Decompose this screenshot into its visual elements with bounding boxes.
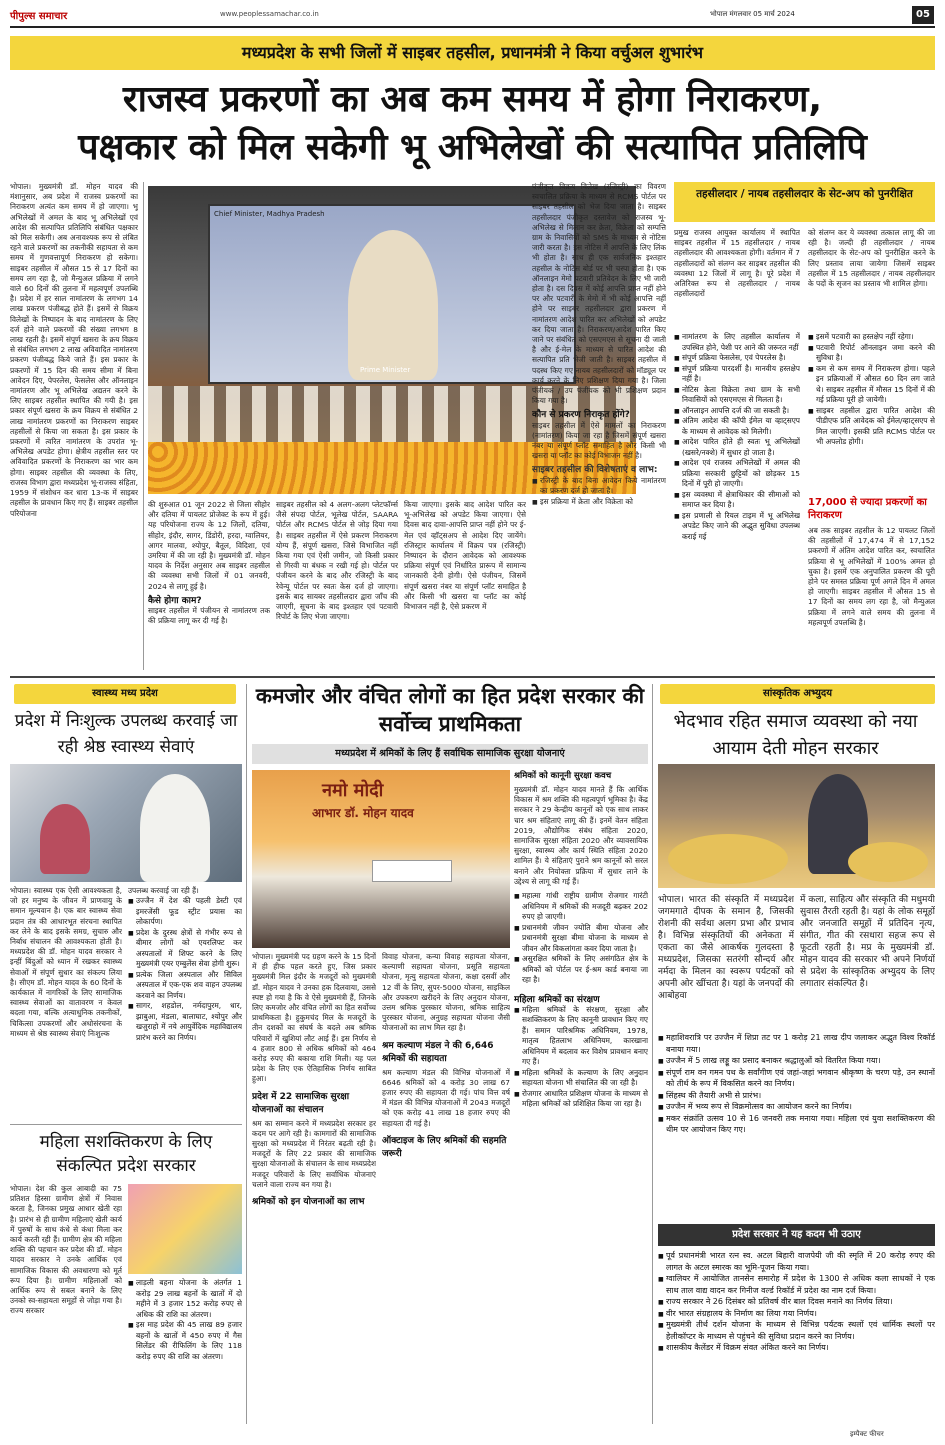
list-item: ■ इसमें पटवारी का हस्तक्षेप नहीं रहेगा। <box>808 332 935 343</box>
women-workers-subhead: महिला श्रमिकों का संरक्षण <box>514 994 600 1005</box>
cm-figure <box>140 774 210 882</box>
top-story-col2: की शुरुआत 01 जून 2022 से जिला सीहोर और दतिया में पायलट प्रोजेक्ट के रूप में हुई। यह परियोजना राज्य के 12 जिलों, दतिया, सीहोर, इंदौर, सागर, डिंडोरी, हरदा, ग्वालियर, आगर मालवा, श्योपुर, बैतूल, विदिशा, एवं उमरिया में की जा रही है। मुख्यमंत्री डॉ. मोहन यादव के निर्देश अनुसार अब साइबर तहसील की व्यवस्था सभी जिलों में 01 जनवरी, 2024 से लागू हुई है। कैसे होगा काम? साइबर तहसील में पंजीयन से नामांतरण तक की प्रक्रिया लागू कर दी गई है। <box>148 500 270 626</box>
list-item: ■ ऑनलाइन आपत्ति दर्ज की जा सकती है। <box>674 406 800 417</box>
culture-bullets <box>658 1032 935 1222</box>
list-item: ■ सिंहस्थ की तैयारी अभी से प्रारंभ। <box>658 1090 935 1102</box>
list-item: ■ संपूर्ण प्रक्रिया फेसलेस, एवं पेपरलेस है। <box>674 353 800 364</box>
newspaper-logo: पीपुल्स समाचार <box>10 11 68 22</box>
list-item: ■ पूर्व प्रधानमंत्री भारत रत्न स्व. अटल बिहारी वाजपेयी जी की स्मृति में 20 करोड़ रुपए की लागत के अटल स्मारक का भूमि-पूजन किया गया। <box>658 1250 935 1273</box>
list-item: ■ इस व्यवस्था में क्षेत्राधिकार की सीमाओं को समाप्त कर दिया है। <box>674 490 800 511</box>
cases-disposed-text: अब तक साइबर तहसील के 12 पायलट जिलों की तहसीलों में 17,474 में से 17,152 प्रकरणों में अंतिम आदेश पारित कर, स्वचालित प्रक्रिया से भू अभिलेखों में 100% अमल हो चुका है। इसमें एक अनुपालित प्रकरण की पूरी होने पर समस्त प्रक्रिया पूर्ण अगले दिन में अमल हो जाएगी। साइबर तहसील में औसत 15 से 17 दिनों का समय लग रहा है, जो मैन्युअल प्रक्रिया में लगने वाले समय की तुलना में महत्वपूर्ण उपलब्धि है। <box>808 526 935 627</box>
list-item: ■ इस प्रक्रिया में क्रेता और विक्रेता को <box>532 497 666 508</box>
sweets-pile <box>848 842 928 882</box>
health-photo <box>10 764 242 882</box>
main-headline-line2: पक्षकार को मिल सकेगी भू अभिलेखों की सत्यापित प्रतिलिपि <box>78 127 867 168</box>
list-item: ■ महिला श्रमिकों के कल्याण के लिए अनुदान सहायता योजना भी संचालित की जा रही है। <box>514 1068 648 1089</box>
welfare-board-subhead: श्रम कल्याण मंडल ने की 6,646 श्रमिकों की सहायता <box>382 1040 494 1064</box>
list-item: ■ रजिस्ट्री के बाद बिना आवेदन किये नामांतरण का प्रकरण दर्ज हो जाता है। <box>532 476 666 497</box>
labour-event-photo <box>252 770 510 948</box>
list-item: ■ मकर संक्रांति उत्सव 10 से 16 जनवरी तक मनाया गया। महिला एवं युवा सशक्तिकरण की थीम पर आयोजन किए गए। <box>658 1113 935 1136</box>
list-item: ■ उज्जैन में 5 लाख लड्डू का प्रसाद बनाकर श्रद्धालुओं को वितरित किया गया। <box>658 1055 935 1067</box>
women-headline: महिला सशक्तिकरण के लिए संकल्पित प्रदेश सरकार <box>39 1132 213 1176</box>
list-item: ■ उज्जैन में देश की पहली डेस्टी एवं इमरजेंसी फूड स्ट्रीट प्रयास का लोकार्पण। <box>128 896 242 928</box>
top-story-col3: साइबर तहसील को 4 अलग-अलग प्लेटफॉर्म्स जैसे संपदा पोर्टल, भूलेख पोर्टल, SAARA पोर्टल और RCMS पोर्टल से जोड़ दिया गया है। साइबर तहसील में ऐसे प्रकरण निराकरण योग्य हैं, संपूर्ण खसरा, जिसे विभाजित नहीं किया गया एवं ऐसी जमीन, जो किसी प्रकार से गिरवी या बंधक न रखी गई हो। पोर्टल पर पंजीयन करने के बाद और रजिस्ट्री के बाद रेवेन्यू पोर्टल पर स्वतः केस दर्ज हो जाएगा। इसके बाद सायबर तहसीलदार द्वारा जाँच की जाएगी, सूचना के बाद इश्तहार एवं पटवारी रिपोर्ट के लिए भेजा जाएगा। <box>276 500 398 622</box>
list-item: ■ संपूर्ण राम वन गमन पथ के सर्वांगीण एवं जहां-जहां भगवान श्रीकृष्ण के चरण पड़े, उन स्थानों को तीर्थ के रूप में विकसित करने का निर्णय। <box>658 1067 935 1090</box>
octroi-subhead: ऑक्टाइज के लिए श्रमिकों की सहमति जरूरी <box>382 1135 507 1159</box>
screen-caption-cm: Chief Minister, Madhya Pradesh <box>214 210 325 218</box>
cyber-sidebar <box>674 182 935 670</box>
list-item: ■ नोटिस क्रेता विक्रेता तथा ग्राम के सभी निवासियों को एसएमएस से मिलता है। <box>674 385 800 406</box>
health-ribbon: स्वास्थ्य मध्य प्रदेश <box>14 684 236 704</box>
health-headline: प्रदेश में निःशुल्क उपलब्ध करवाई जा रही श्रेष्ठ स्वास्थ्य सेवाएं <box>14 711 238 757</box>
labour-strip: मध्यप्रदेश में श्रमिकों के लिए हैं सर्वाधिक सामाजिक सुरक्षा योजनाएं <box>252 744 648 764</box>
list-item: ■ महाशिवरात्रि पर उज्जैन में शिप्रा तट पर 1 करोड़ 21 लाख दीप जलाकर अद्भुत विश्व रिकॉर्ड बनाया गया। <box>658 1032 935 1055</box>
list-item: ■ पटवारी रिपोर्ट ऑनलाइन जमा करने की सुविधा है। <box>808 343 935 364</box>
culture-bullets2 <box>658 1250 935 1422</box>
sidebar-text2: को संलग्न कर ये व्यवस्था तत्काल लागू की जा रही है। जल्दी ही तहसीलदार / नायब तहसीलदार के सेट-अप को पुनरीक्षित करने के लिए प्रस्ताव लाया जायेगा जिसमें साइबर तहसील में 15 तहसीलदार / नायब तहसीलदार के पदों के सृजन का प्रस्ताव भी शामिल होगा। <box>808 228 935 289</box>
list-item: ■ नामांतरण के लिए तहसील कार्यालय में उपस्थित होने, पेशी पर आने की जरूरत नहीं <box>674 332 800 353</box>
list-item: ■ महात्मा गांधी राष्ट्रीय ग्रामीण रोजगार गारंटी अधिनियम में श्रमिकों की मजदूरी बढ़कर 202 रुपए हो जाएगी। <box>514 891 648 923</box>
list-item: ■ मुख्यमंत्री तीर्थ दर्शन योजना के माध्यम से विभिन्न पर्यटक स्थलों एवं धार्मिक स्थलों पर हेलीकॉप्टर के माध्यम से पहुंचने की सुविधा प्रदान करने का निर्णय। <box>658 1319 935 1342</box>
labour-col2: विवाह योजना, कन्या विवाह सहायता योजना, कल्याणी सहायता योजना, प्रसूति सहायता योजना, मृत्यु सहायता योजना, कक्षा दसवीं और 12 वीं के लिए, सुपर-5000 योजना, साइकिल और उपकरण खरीदने के लिए अनुदान योजना, उत्तम श्रमिक पुरस्कार योजना, श्रमिक साहित्य पुरस्कार योजना, अनुग्रह सहायता योजना जैसी योजनाओं का लाभ मिल रहा है। श्रम कल्याण मंडल ने की 6,646 श्रमिकों की सहायता श्रम कल्याण मंडल की विभिन्न योजनाओं में 6646 श्रमिकों को 4 करोड़ 30 लाख 67 हजार रुपए की सहायता दी गई। पांच वित्त वर्ष में मंडल की विभिन्न योजनाओं में 2043 मजदूरों को एक करोड़ 41 लाख 18 हजार रुपए की सहायता दी गई है। ऑक्टाइज के लिए श्रमिकों की सहमति जरूरी <box>382 952 510 1159</box>
list-item: ■ प्रत्येक जिला अस्पताल और सिविल अस्पताल में एक-एक शव वाहन उपलब्ध करवाने का निर्णय। <box>128 970 242 1002</box>
culture-headline: भेदभाव रहित समाज व्यवस्था को नया आयाम देती मोहन सरकार <box>673 711 918 759</box>
labour-right-bullets <box>514 891 648 986</box>
culture-intro-right: में कला, साहित्य और संस्कृति की मधुमयी सुवास तैरती रहती है। यहां के लोक समूहों और जनजाति समूहों में प्रतिदिन नृत्य, संगीत, गीत की रसधारा सहज रूप से फूटती रहती है। मप्र के मुख्यमंत्री डॉ. मोहन यादव की सरकार भी अपने निर्णयों से प्रदेश के सांस्कृतिक अभ्युदय के लिए लगातार संकल्पित है। <box>800 895 935 989</box>
masthead <box>10 6 935 28</box>
list-item: ■ वीर भारत संग्रहालय के निर्माण का लिया गया निर्णय। <box>658 1308 935 1320</box>
list-item: ■ उज्जैन में भव्य रूप से विक्रमोत्सव का आयोजन करने का निर्णय। <box>658 1101 935 1113</box>
video-screen <box>208 204 576 384</box>
women-col1: भोपाल। देश की कुल आबादी का 75 प्रतिशत हिस्सा ग्रामीण क्षेत्रों में निवास करता है, जिनका प्रमुख आधार खेती रहा है। प्रारंभ से ही ग्रामीण महिलाएं खेती कार्य में पुरुषों के साथ कंधे से कंधा मिला कर कार्य करती रही हैं। ग्रामीण क्षेत्र की महिला शक्ति की पहचान कर प्रदेश की डॉ. मोहन यादव सरकार ने उनके आर्थिक एवं सामाजिक विकास की अवधारणा को मूर्त रूप दिया है। ग्रामीण महिलाओं को आर्थिक रूप से सबल बनाने के लिए उनको स्व-सहायता समूहों से जोड़ा गया है। राज्य सरकार <box>10 1184 122 1316</box>
list-item: ■ साइबर तहसील द्वारा पारित आदेश की पीडीएफ प्रति आवेदक को ईमेल/व्हाट्सएप से मिल जाएगी। इसकी प्रति RCMS पोर्टल पर भी अपलोड होगी। <box>808 406 935 448</box>
sweets-pile <box>668 834 788 884</box>
list-item: ■ रोजगार आधारित प्रशिक्षण योजना के माध्यम से महिला श्रमिकों को प्रशिक्षित किया जा रहा है। <box>514 1089 648 1110</box>
list-item: ■ असुरक्षित श्रमिकों के लिए असंगठित क्षेत्र के श्रमिकों को पोर्टल पर ई-श्रम कार्ड बनाया जा रहा है। <box>514 954 648 986</box>
list-item: ■ आदेश एवं राजस्व अभिलेखों में अमल की प्रक्रिया सरकारी छुट्टियों को छोड़कर 15 दिनों में पूरी हो जाएगी। <box>674 458 800 490</box>
sidebar-heading: तहसीलदार / नायब तहसीलदार के सेट-अप को पुनरीक्षित <box>674 182 935 222</box>
health-col2: उपलब्ध करवाई जा रही हैं। ■ उज्जैन में देश की पहली डेस्टी एवं इमरजेंसी फूड स्ट्रीट प्रयास का लोकार्पण। ■ प्रदेश के दुरस्थ क्षेत्रों से गंभीर रूप से बीमार लोगों को एयरलिफ्ट कर अस्पतालों में शिफ्ट करने के लिए मुख्यमंत्री एयर एम्बुलेंस सेवा होगी शुरू। ■ प्रत्येक जिला अस्पताल और सिविल अस्पताल में एक-एक शव वाहन उपलब्ध करवाने का निर्णय। ■ सागर, शहडोल, नर्मदापुरम, धार, झाबुआ, मंडला, बालाघाट, श्योपुर और खजुराहो में नये आयुर्वेदिक महाविद्यालय प्रारंभ करने का निर्णय। <box>128 886 242 1122</box>
list-item: ■ सागर, शहडोल, नर्मदापुरम, धार, झाबुआ, मंडला, बालाघाट, श्योपुर और खजुराहो में नये आयुर्वेदिक महाविद्यालय प्रारंभ करने का निर्णय। <box>128 1001 242 1043</box>
top-story-col5: पंजीकृत विक्रय विलेख (रजिस्ट्री) का विवरण स्वचालित प्रक्रिया के माध्यम से RCMS पोर्टल पर साइबर तहसील को भेज दिया जाता है। साइबर तहसीलदार पंजीकृत दस्तावेज को राजस्व भू-अभिलेख से मिलान कर क्रेता, विक्रेता को सम्पत्ति ग्राम के निवासियों को SMS के माध्यम से नोटिस जारी करता है। इस नोटिस में आपत्ति के लिए लिंक भी होता है। साथ ही एक सार्वजनिक इश्तहार तहसील के नोटिस बोर्ड पर भी चस्पा होता है। एक ऑनलाइन मेमो पटवारी प्रतिवेदन के लिए भी जारी होता है। दस दिवस में कोई आपत्ति प्राप्त नहीं होने पर और पटवारी के मेमो में भी कोई आपत्ति नहीं होने पर साइबर तहसीलदार द्वारा प्रकरण में नामांतरण आदेश पारित कर अभिलेखों को अपडेट कर दिया जाता है। निराकरण/आदेश पारित किए जाने पर संबंधित को एसएमएस से सूचना दी जाती है और ई-मेल के माध्यम से पारित आदेश की सत्यापित प्रति भेजी जाती है। साइबर तहसील में पदस्थ किए गए नायब तहसीलदारों को मॉड्यूल पर कार्य करने के लिए प्रशिक्षण दिया गया है। जिला पंजीयक / उप पंजीयक को भी प्रशिक्षण प्रदान किया गया है। कौन से प्रकरण निराकृत होंगे? साइबर तहसील में ऐसे मामलों का निराकरण (नामांतरण) किया जा रहा है जिसमें संपूर्ण खसरा नंबर या संपूर्ण प्लॉट समाहित है और किसी भी खसरा या प्लॉट का कोई विभाजन नहीं है। साइबर तहसील की विशेषताएं व लाभ: ■ रजिस्ट्री के बाद बिना आवेदन किये नामांतरण का प्रकरण दर्ज हो जाता है। ■ इस प्रक्रिया में क्रेता और विक्रेता को <box>532 182 666 670</box>
list-item: ■ संपूर्ण प्रक्रिया पारदर्शी है। मानवीय हस्तक्षेप नहीं है। <box>674 364 800 385</box>
sidebar-bullets-right <box>808 332 935 492</box>
culture-darkbar: प्रदेश सरकार ने यह कदम भी उठाए <box>658 1224 935 1246</box>
list-item: ■ इस माह प्रदेश की 45 लाख 89 हजार बहनों के खातों में 450 रुपए में गैस सिलेंडर की रीफिलिंग के लिए 118 करोड़ रुपए की राशि का अंतरण। <box>128 1320 242 1362</box>
labour-right-col: श्रमिकों को कानूनी सुरक्षा कवच मुख्यमंत्री डॉ. मोहन यादव मानते हैं कि आर्थिक विकास में श्रम शक्ति की महत्वपूर्ण भूमिका है। केंद्र सरकार ने 29 केन्द्रीय कानूनों को एक साथ लाकर चार श्रम संहिताएं लागू की हैं। इनमें वेतन संहिता 2019, औद्योगिक संबंध संहिता 2020, सामाजिक सुरक्षा संहिता 2020 और व्यावसायिक सुरक्षा, स्वास्थ्य और कार्य स्थिति संहिता 2020 शामिल हैं। ये संहिताएं पुराने श्रम कानूनों को सरल बनाने और नियोक्ता प्रक्रिया में सुधार लाने के उद्देश्य से लागू की गई हैं। ■ महात्मा गांधी राष्ट्रीय ग्रामीण रोजगार गारंटी अधिनियम में श्रमिकों की मजदूरी बढ़कर 202 रुपए हो जाएगी। ■ प्रधानमंत्री जीवन ज्योति बीमा योजना और प्रधानमंत्री सुरक्षा बीमा योजना के माध्यम से जीवन और विकलांगता कवर दिया जाता है। ■ असुरक्षित श्रमिकों के लिए असंगठित क्षेत्र के श्रमिकों को पोर्टल पर ई-श्रम कार्ड बनाया जा रहा है। महिला श्रमिकों का संरक्षण ■ महिला श्रमिकों के संरक्षण, सुरक्षा और सशक्तिकरण के लिए कानूनी प्रावधान किए गए हैं। समान पारिश्रमिक अधिनियम, 1978, मातृत्व हितलाभ अधिनियम, कारखाना अधिनियम में बदलाव कर विशेष प्रावधान बनाए गए हैं। ■ महिला श्रमिकों के कल्याण के लिए अनुदान सहायता योजना भी संचालित की जा रही है। ■ रोजगार आधारित प्रशिक्षण योजना के माध्यम से महिला श्रमिकों को प्रशिक्षित किया जा रहा है। <box>514 770 648 1420</box>
impact-feature-label: इम्पैक्ट फीचर <box>850 1430 884 1438</box>
women-workers-bullets <box>514 1005 648 1110</box>
list-item: ■ प्रदेश के दुरस्थ क्षेत्रों से गंभीर रूप से बीमार लोगों को एयरलिफ्ट कर अस्पतालों में शिफ्ट करने के लिए मुख्यमंत्री एयर एम्बुलेंस सेवा होगी शुरू। <box>128 928 242 970</box>
culture-ribbon: सांस्कृतिक अभ्युदय <box>660 684 935 704</box>
health-bullets <box>128 896 242 1043</box>
labour-headline: कमजोर और वंचित लोगों का हित प्रदेश सरकार की सर्वोच्च प्राथमिकता <box>255 684 645 736</box>
banner-subtitle: आभार डॉ. मोहन यादव <box>312 806 414 820</box>
top-story-col4: किया जाएगा। इसके बाद आदेश पारित कर भू-अभिलेख को अपडेट किया जाएगा। ऐसे दिवस बाद दावा-आपत्ति प्राप्त नहीं होने पर ई-मेल एवं व्हॉट्सअप से आदेश दिए जायेंगे। रजिस्ट्रार कार्यालय में विक्रय पत्र (रजिस्ट्री) निष्पादन के दौरान आवेदक को आवश्यक प्रक्रिया संपूर्ण एवं निर्धारित प्रारूप में सामान्य जानकारी देनी होगी। ऐसे पंजीयन, जिसमें संपूर्ण खसरा नंबर या संपूर्ण प्लॉट समाहित है और किसी भी खसरा या प्लॉट का कोई विभाजन नहीं है, ऐसे प्रकरण में <box>404 500 526 612</box>
top-story-col1: भोपाल। मुख्यमंत्री डॉ. मोहन यादव की मंशानुसार, अब प्रदेश में राजस्व प्रकरणों का निराकरण अत्यंत कम समय में हो जाएगा। भू अभिलेखों में अमल के बाद भू अभिलेखों एवं आदेश की सत्यापित प्रतिलिपि संबंधित पक्षकार को मिल सकेगी। अब अनावश्यक रूप से लंबित रहने वाले प्रकरणों का तकनीकी सहायता से कम समय में गुणवत्तापूर्ण निराकरण हो सकेगा। साइबर तहसील में औसत 15 से 17 दिनों का समय लग रहा है, जो मैन्युअल प्रक्रिया में लगने वाले 60 दिनों की तुलना में महत्वपूर्ण उपलब्धि है। प्रदेश में हर साल नामांतरण के लगभग 14 लाख प्रकरण पंजीबद्ध होते हैं। इसमें से विक्रय विलेखों के निष्पादन के बाद नामांतरण के लिए दर्ज होने वाले प्रकरणों की संख्या लगभग 8 लाख रहती है। इसमें संपूर्ण खसरा के क्रय विक्रय से संबंधित लगभग 2 लाख अविवादित नामांतरण प्रकरण पंजीबद्ध किये जाते हैं। इस प्रकार के प्रकरणों में 15 दिन की समय सीमा में बिना आवेदन दिए, पेपरलेस, फेसलेस और ऑनलाइन नामांतरण और भू अभिलेख अद्यतन करने के लिए साइबर तहसील स्थापित की गयी है। इस प्रकार संपूर्ण खसरा के क्रय विक्रय से संबंधित 2 लाख नामांतरण प्रकरणों का निराकरण साइबर तहसीलों से किया जा सकता है। इस प्रकार के प्रकरणों में त्वरित नामांतरण के उपरांत भू-अभिलेख अपडेट होगा। क्षेत्रीय तहसील स्तर पर अविवादित प्रकरणों के निराकरण का भार कम होगा। साइबर तहसील की व्यवस्था के लिए, राजस्व विभाग द्वारा मध्यप्रदेश भू-राजस्व संहिता, 1959 में संशोधन कर धारा 13-क में साइबर तहसील के प्रावधान किए गए हैं। साइबर तहसील परियोजना <box>10 182 138 518</box>
labour-col1: भोपाल। मुख्यमंत्री पद ग्रहण करने के 15 दिनों में ही हीफ पहल करते हुए, जिस प्रकार मुख्यमंत्री मिल इंदौर के मजदूरों को मुख्यमंत्री डॉ. मोहन यादव ने उनका हक दिलवाया, उससे स्पष्ट हो गया है कि वे ऐसे मुख्यमंत्री हैं, जिनके लिए कमजोर और वंचित लोगों का हित सर्वोच्च प्राथमिकता है। हुकुमचंद मिल के मजदूरों के तीन दशकों का संघर्ष के बदले अब श्रमिक परिवारों में खुशियां लौट आई हैं। इस निर्णय से 4 हजार 800 से अधिक श्रमिकों को 464 करोड़ रुपए की बकाया राशि मिली। यह पल प्रदेश के लिए एक ऐतिहासिक निर्णय साबित हुआ। प्रदेश में 22 सामाजिक सुरक्षा योजनाओं का संचालन श्रम का सम्मान करने में मध्यप्रदेश सरकार हर कदम पर आगे रही है। कामगारों की सामाजिक सुरक्षा को मध्यप्रदेश में निरंतर बढ़ती रही है। मजदूरों के लिए 22 प्रकार की सामाजिक सुरक्षा योजनाओं के संचालन के साथ मध्यप्रदेश मजदूर परिवारों के लिए सर्वाधिक योजनाएं चलाने वाला राज्य बन गया है। श्रमिकों को इन योजनाओं का लाभ <box>252 952 376 1208</box>
culture-photo <box>658 764 935 888</box>
list-item: ■ राज्य सरकार ने 26 दिसंबर को प्रतिवर्ष वीर बाल दिवस मनाने का निर्णय लिया। <box>658 1296 935 1308</box>
main-headline <box>10 76 935 172</box>
culture-intro-left: भोपाल। भारत की संस्कृति में मध्यप्रदेश जगमगाते दीपक के समान है, जिसकी रोशनी की सर्वथा अलग प्रभा और प्रभाव है। विभिन्न संस्कृतियों की अनेकता में एकता का जैसे आकर्षक गुलदस्ता है मध्यप्रदेश, जिसका सतरंगी सौन्दर्य और नर्मदा के मिलन का स्वरूप पर्यटकों को अपनी ओर खींचता है। यहां के जनपदों की आबोहवा <box>658 895 794 1001</box>
list-item: ■ महिला श्रमिकों के संरक्षण, सुरक्षा और सशक्तिकरण के लिए कानूनी प्रावधान किए गए हैं। समान पारिश्रमिक अधिनियम, 1978, मातृत्व हितलाभ अधिनियम, कारखाना अधिनियम में बदलाव कर विशेष प्रावधान बनाए गए हैं। <box>514 1005 648 1068</box>
women-bullets <box>128 1278 242 1420</box>
list-item: ■ अंतिम आदेश की कॉपी ईमेल या व्हाट्सएप के माध्यम से आवेदक को मिलेगी। <box>674 416 800 437</box>
list-item: ■ आदेश पारित होते ही स्वतः भू अभिलेखों (खसरे/नक्शे) में सुधार हो जाता है। <box>674 437 800 458</box>
list-item: ■ लाड़ली बहना योजना के अंतर्गत 1 करोड़ 29 लाख बहनों के खातों में दो महीने में 3 हजार 152 करोड़ रुपए से अधिक की राशि का अंतरण। <box>128 1278 242 1320</box>
cases-disposed-heading: 17,000 से ज्यादा प्रकरणों का निराकरण <box>808 497 927 521</box>
main-headline-line1: राजस्व प्रकरणों का अब कम समय में होगा निराकरण, <box>122 79 823 120</box>
patient-figure <box>40 804 90 874</box>
website-url[interactable]: www.peoplessamachar.co.in <box>220 10 319 18</box>
legal-protection-subhead: श्रमिकों को कानूनी सुरक्षा कवच <box>514 771 612 781</box>
list-item: ■ ग्वालियर में आयोजित तानसेन समारोह में प्रदेश के 1300 से अधिक कला साधकों ने एक साथ ताल वाद्य वादन कर गिनीज वर्ल्ड रिकॉर्ड में प्रदेश का नाम दर्ज किया। <box>658 1273 935 1296</box>
which-cases-subhead: कौन से प्रकरण निराकृत होंगे? <box>532 410 630 421</box>
cheque-board <box>372 860 452 882</box>
benefits-subhead: श्रमिकों को इन योजनाओं का लाभ <box>252 1197 365 1208</box>
sidebar-bullets-left <box>674 332 800 670</box>
how-it-works-subhead: कैसे होगा काम? <box>148 595 202 606</box>
top-story-kicker: मध्यप्रदेश के सभी जिलों में साइबर तहसील, प्रधानमंत्री ने किया वर्चुअल शुभारंभ <box>10 36 935 70</box>
screen-caption-pm: Prime Minister <box>360 366 411 374</box>
health-col1: भोपाल। स्वास्थ्य एक ऐसी आवश्यकता है, जो हर मनुष्य के जीवन में प्राणवायु के समान मूल्यवान है। एक बार स्वास्थ्य सेवा प्रदान तंत्र की आधारभूत संरचना स्थापित कर लेने के बाद इसके समग्र, सुचारु और निर्बाध संचालन की आवश्यकता होती है। मध्यप्रदेश की डॉ. मोहन यादव सरकार ने इन्हीं बिंदुओं को ध्यान में रखकर स्वास्थ्य सेवाओं में संपूर्ण सुधार का संकल्प लिया है। सीएम डॉ. मोहन यादव के 60 दिनों के कार्यकाल में नागरिकों के लिए सामाजिक स्वास्थ्य सेवाओं का वातावरण न केवल बदला गया, बल्कि अत्याधुनिक तकनीकों, चिकित्सा उपकरणों और अधोसंरचना के माध्यम से श्रेष्ठ स्वास्थ्य सेवाएं निःशुल्क <box>10 886 122 1038</box>
list-item: ■ कम से कम समय में निराकरण होगा। पहले इन प्रक्रियाओं में औसत 60 दिन लग जाते थे। साइबर तहसील में मौसत 15 दिनों में की गई प्रक्रिया पूरी हो जायेगी। <box>808 364 935 406</box>
features-subhead: साइबर तहसील की विशेषताएं व लाभ: <box>532 465 658 476</box>
schemes-subhead: प्रदेश में 22 सामाजिक सुरक्षा योजनाओं का संचालन <box>252 1091 350 1115</box>
issue-date: भोपाल मंगलवार 05 मार्च 2024 <box>710 10 795 18</box>
list-item: ■ शासकीय कैलेंडर में विक्रम संवत अंकित करने का निर्णय। <box>658 1342 935 1354</box>
list-item: ■ इस प्रणाली से रियल टाइम में भू अभिलेख अपडेट किए जाने की अद्भुत सुविधा उपलब्ध कराई गई <box>674 511 800 543</box>
features-list <box>532 476 666 508</box>
list-item: ■ प्रधानमंत्री जीवन ज्योति बीमा योजना और प्रधानमंत्री सुरक्षा बीमा योजना के माध्यम से जीवन और विकलांगता कवर दिया जाता है। <box>514 923 648 955</box>
page-number: 05 <box>912 6 934 24</box>
pm-figure <box>348 230 438 380</box>
women-photo <box>128 1184 242 1274</box>
banner-title: नमो मोदी <box>322 780 384 801</box>
sidebar-text1: प्रमुख राजस्व आयुक्त कार्यालय में स्थापित साइबर तहसील में 15 तहसीलदार / नायब तहसीलदार की आवश्यकता होगी। वर्तमान में 7 तहसीलदारों को संलग्न कर साइबर तहसील की व्यवस्था 12 जिलों में लागू है। पूरे प्रदेश में अतिरिक्त रूप से तहसीलदार / नायब तहसीलदारों <box>674 228 800 299</box>
